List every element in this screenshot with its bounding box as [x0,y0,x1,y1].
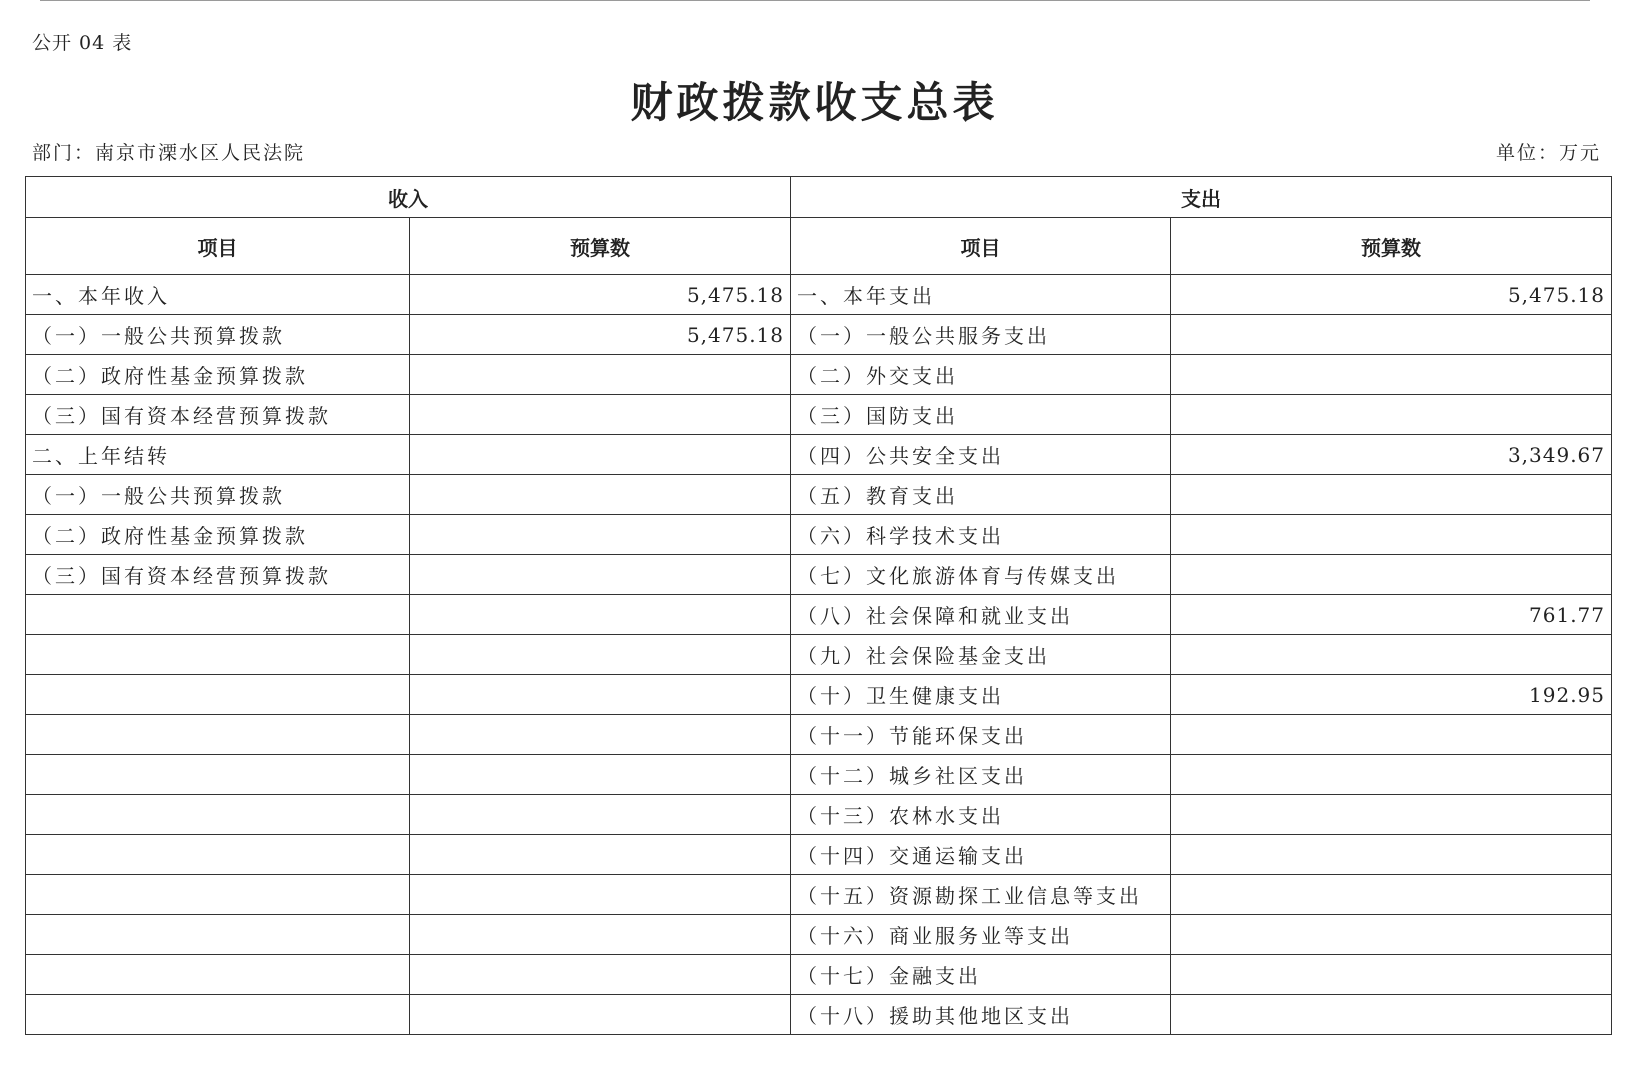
income-item-cell [26,755,410,795]
table-row [26,995,1612,1035]
expense-amount-cell: 3,349.67 [1171,435,1612,475]
table-row [26,635,1612,675]
table-row [26,915,1612,955]
expense-item-cell: （八）社会保障和就业支出 [791,595,1171,635]
expense-amount-cell [1171,515,1612,555]
income-item-cell: （二）政府性基金预算拨款 [26,515,410,555]
expense-item-cell: （十二）城乡社区支出 [791,755,1171,795]
income-amount-cell [410,355,791,395]
expense-item-cell: （十七）金融支出 [791,955,1171,995]
table-row [26,795,1612,835]
expense-amount-cell: 761.77 [1171,595,1612,635]
income-item-cell [26,875,410,915]
income-item-cell [26,635,410,675]
expense-item-cell: （十一）节能环保支出 [791,715,1171,755]
expense-amount-cell [1171,555,1612,595]
income-amount-cell: 5,475.18 [410,315,791,355]
expense-item-cell: （九）社会保险基金支出 [791,635,1171,675]
expense-item-cell: （一）一般公共服务支出 [791,315,1171,355]
income-amount-cell [410,395,791,435]
income-amount-cell [410,555,791,595]
expense-amount-cell [1171,835,1612,875]
expense-amount-cell [1171,475,1612,515]
table-row [26,435,1612,475]
page-title: 财政拨款收支总表 [630,78,999,127]
expense-amount-cell [1171,995,1612,1035]
income-item-cell: （二）政府性基金预算拨款 [26,355,410,395]
expense-item-cell: （十三）农林水支出 [791,795,1171,835]
income-item-cell: 二、上年结转 [26,435,410,475]
income-amount-cell [410,915,791,955]
table-row [26,715,1612,755]
income-amount-cell: 5,475.18 [410,275,791,315]
unit-label: 单位：万元 [1495,142,1601,164]
form-code: 公开 04 表 [32,32,133,54]
expense-item-cell: （七）文化旅游体育与传媒支出 [791,555,1171,595]
expense-amount-cell: 192.95 [1171,675,1612,715]
expense-item-cell: （四）公共安全支出 [791,435,1171,475]
table-body [26,275,1612,1035]
budget-table [25,176,1612,1035]
income-item-cell: （三）国有资本经营预算拨款 [26,395,410,435]
expense-item-cell: （五）教育支出 [791,475,1171,515]
income-amount-cell [410,675,791,715]
top-rule [40,0,1590,1]
income-item-cell [26,835,410,875]
group-header-row [26,177,1612,218]
expense-amount-cell [1171,395,1612,435]
income-item-cell: （一）一般公共预算拨款 [26,315,410,355]
department-label: 部门：南京市溧水区人民法院 [32,142,306,164]
income-header: 收入 [26,177,791,218]
income-amount-cell [410,875,791,915]
table-row [26,755,1612,795]
table-row [26,875,1612,915]
income-amount-cell [410,755,791,795]
income-item-cell [26,955,410,995]
income-amount-cell [410,515,791,555]
table-row [26,395,1612,435]
table-row [26,675,1612,715]
expense-item-cell: （十）卫生健康支出 [791,675,1171,715]
income-amount-cell [410,995,791,1035]
income-amount-cell [410,635,791,675]
expense-amount-header: 预算数 [1171,218,1612,275]
table-row [26,275,1612,315]
expense-item-cell: （二）外交支出 [791,355,1171,395]
expense-amount-cell [1171,355,1612,395]
table-row [26,955,1612,995]
expense-amount-cell [1171,875,1612,915]
expense-amount-cell [1171,635,1612,675]
table-row [26,315,1612,355]
expense-item-cell: （十八）援助其他地区支出 [791,995,1171,1035]
expense-item-cell: 一、本年支出 [791,275,1171,315]
expense-amount-cell: 5,475.18 [1171,275,1612,315]
expense-amount-cell [1171,315,1612,355]
table-row [26,475,1612,515]
table-row [26,355,1612,395]
expense-item-cell: （十五）资源勘探工业信息等支出 [791,875,1171,915]
income-amount-cell [410,835,791,875]
expense-amount-cell [1171,755,1612,795]
table-row [26,515,1612,555]
income-amount-cell [410,715,791,755]
table-row [26,595,1612,635]
expense-item-cell: （十六）商业服务业等支出 [791,915,1171,955]
expense-amount-cell [1171,955,1612,995]
income-item-cell [26,795,410,835]
income-amount-cell [410,475,791,515]
income-item-cell: （一）一般公共预算拨款 [26,475,410,515]
expense-amount-cell [1171,795,1612,835]
income-item-cell: （三）国有资本经营预算拨款 [26,555,410,595]
income-item-header: 项目 [26,218,410,275]
income-item-cell [26,995,410,1035]
income-item-cell: 一、本年收入 [26,275,410,315]
expense-amount-cell [1171,715,1612,755]
income-amount-cell [410,595,791,635]
column-header-row [26,218,1612,275]
income-item-cell [26,715,410,755]
expense-item-cell: （三）国防支出 [791,395,1171,435]
expense-item-header: 项目 [791,218,1171,275]
income-amount-cell [410,955,791,995]
table-row [26,555,1612,595]
income-item-cell [26,675,410,715]
expense-amount-cell [1171,915,1612,955]
expense-item-cell: （十四）交通运输支出 [791,835,1171,875]
expense-item-cell: （六）科学技术支出 [791,515,1171,555]
income-item-cell [26,915,410,955]
expense-header: 支出 [791,177,1612,218]
income-item-cell [26,595,410,635]
income-amount-header: 预算数 [410,218,791,275]
income-amount-cell [410,435,791,475]
income-amount-cell [410,795,791,835]
table-row [26,835,1612,875]
